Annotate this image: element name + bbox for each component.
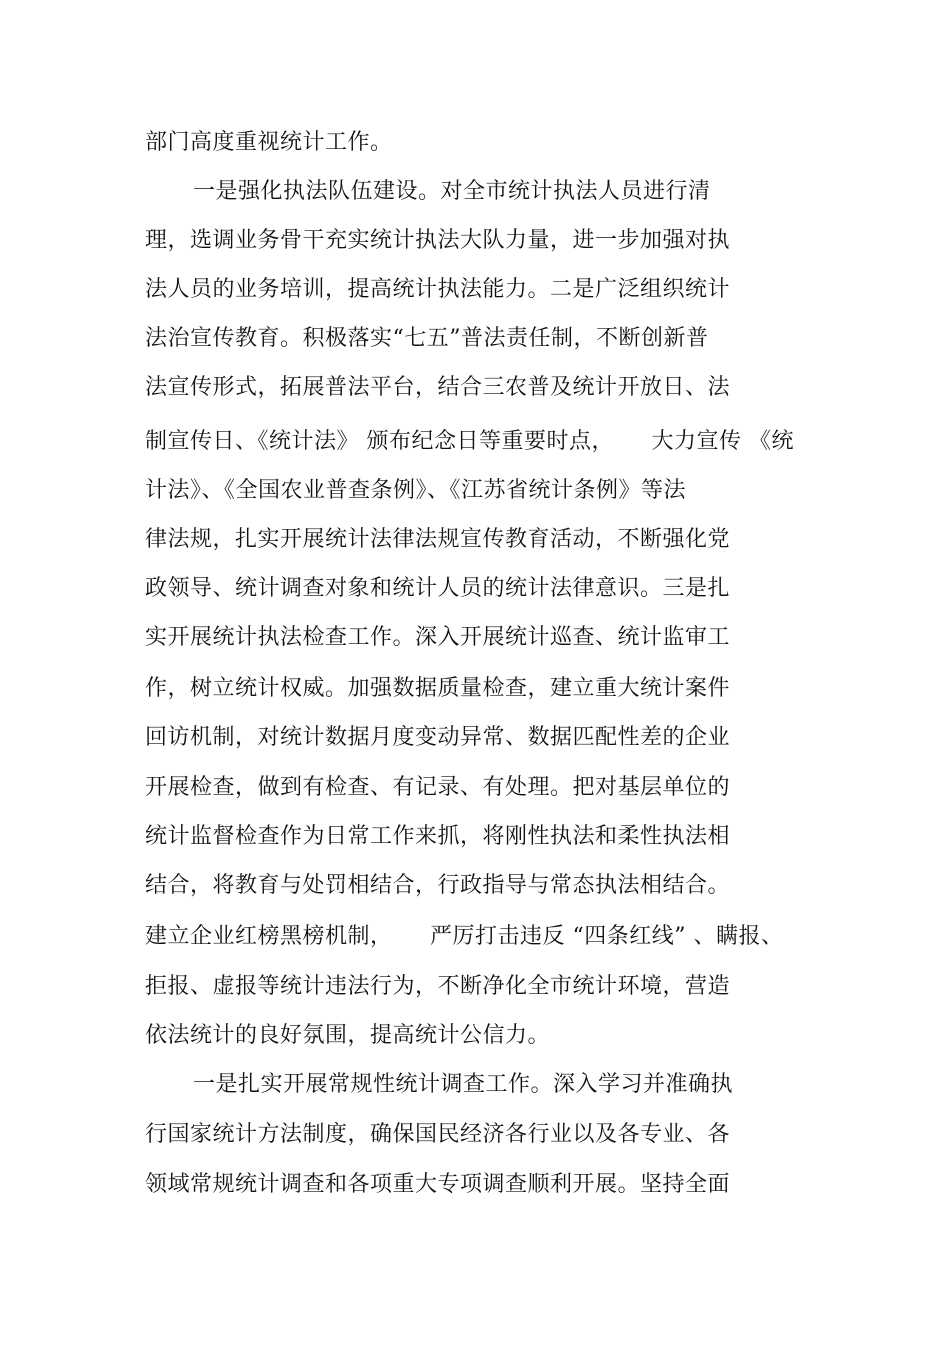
text-line: 政领导、统计调查对象和统计人员的统计法律意识。三是扎 <box>145 576 731 601</box>
text-line: 部门高度重视统计工作。 <box>145 130 393 155</box>
text-line: 结合，将教育与处罚相结合，行政指导与常态执法相结合。 <box>145 873 731 898</box>
text-line: 计法》、《全国农业普查条例》、《江苏省统计条例》等法 <box>145 478 687 503</box>
text-line: 拒报、虚报等统计违法行为，不断净化全市统计环境，营造 <box>145 974 731 999</box>
text-line: 开展检查，做到有检查、有记录、有处理。把对基层单位的 <box>145 775 731 800</box>
text-line: 律法规，扎实开展统计法律法规宣传教育活动，不断强化党 <box>145 527 731 552</box>
text-line: 制宣传日、《统计法》 颁布纪念日等重要时点， 大力宣传 《统 <box>145 429 794 454</box>
text-line: 回访机制，对统计数据月度变动异常、数据匹配性差的企业 <box>145 725 731 750</box>
text-line: 建立企业红榜黑榜机制， 严厉打击违反 “四条红线” 、瞒报、 <box>145 924 784 949</box>
text-line: 实开展统计执法检查工作。深入开展统计巡查、统计监审工 <box>145 625 731 650</box>
text-line: 依法统计的良好氛围，提高统计公信力。 <box>145 1023 551 1048</box>
text-line: 法人员的业务培训，提高统计执法能力。二是广泛组织统计 <box>145 277 731 302</box>
text-line: 理，选调业务骨干充实统计执法大队力量，进一步加强对执 <box>145 228 731 253</box>
text-line: 法治宣传教育。积极落实“七五”普法责任制，不断创新普 <box>145 326 709 351</box>
text-line: 作，树立统计权威。加强数据质量检查，建立重大统计案件 <box>145 676 731 701</box>
text-line: 统计监督检查作为日常工作来抓，将刚性执法和柔性执法相 <box>145 824 731 849</box>
text-line: 领域常规统计调查和各项重大专项调查顺利开展。坚持全面 <box>145 1172 731 1197</box>
paragraph-first-line: 一是扎实开展常规性统计调查工作。深入学习并准确执 <box>193 1072 734 1097</box>
text-line: 法宣传形式，拓展普法平台，结合三农普及统计开放日、法 <box>145 375 731 400</box>
text-line: 行国家统计方法制度，确保国民经济各行业以及各专业、各 <box>145 1122 731 1147</box>
paragraph-first-line: 一是强化执法队伍建设。对全市统计执法人员进行清 <box>193 179 711 204</box>
